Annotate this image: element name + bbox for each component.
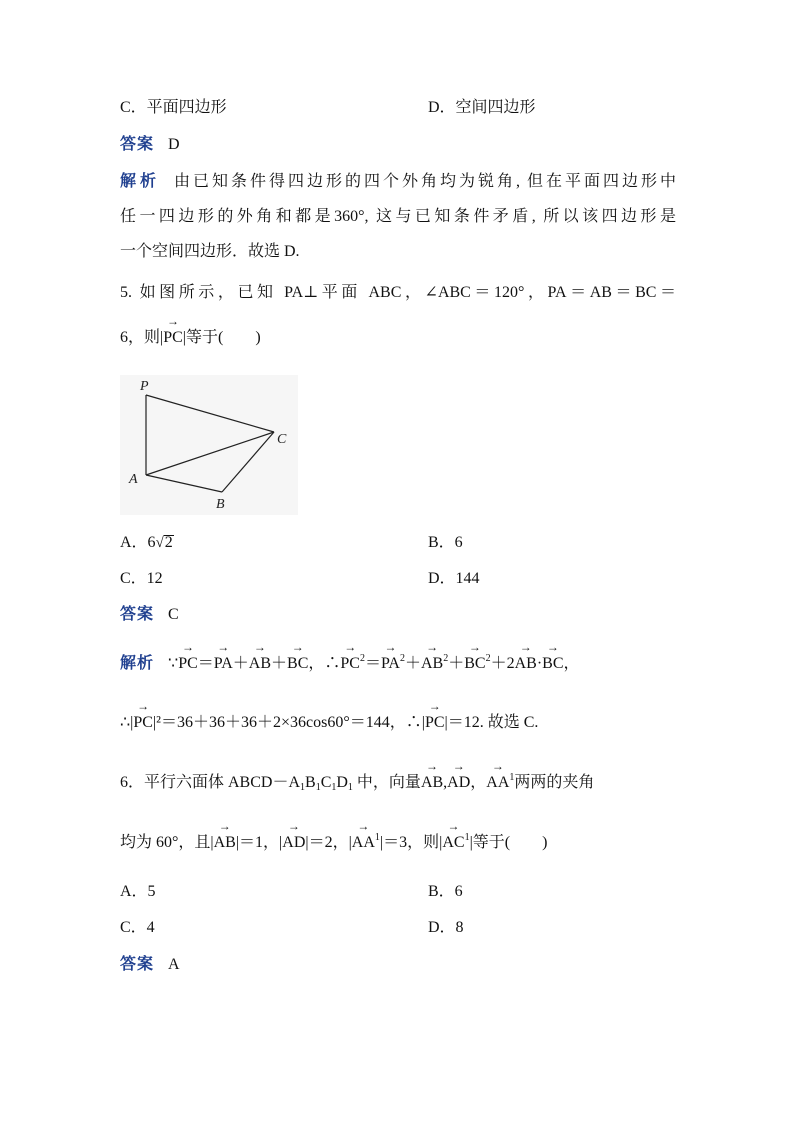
q4-analysis-line-3: 一个空间四边形．故选 D. <box>120 243 300 260</box>
q5-stem-line-1: 5. 如图所示，已知 PA⊥平面 ABC，∠ABC＝120°，PA＝AB＝BC＝ <box>120 284 676 301</box>
analysis-mid: |²＝36＋36＋36＋2×36cos60°＝144，∴| <box>152 714 425 731</box>
q4-option-d: D．空间四边形 <box>428 99 536 116</box>
answer-label: 答案 <box>120 956 155 973</box>
q4-answer <box>120 135 180 155</box>
analysis-suffix: |＝12. 故选 C. <box>444 714 539 731</box>
answer-value: D <box>168 136 180 153</box>
geometry-figure <box>120 375 298 515</box>
vector-pc: → PC <box>425 713 445 733</box>
answer-label: 答案 <box>120 136 155 153</box>
analysis-label: 解析 <box>120 173 160 190</box>
q5-analysis-line-2 <box>120 713 538 733</box>
q5-option-d: D．144 <box>428 570 480 587</box>
vector-pc: → PC <box>133 713 153 733</box>
q6-option-c: C．4 <box>120 919 155 936</box>
label-p: P <box>140 379 149 394</box>
q5-option-c: C．12 <box>120 570 163 587</box>
q5-option-a: A．6√2 <box>120 534 173 551</box>
analysis-text: 由已知条件得四边形的四个外角均为锐角, 但在平面四边形中 <box>174 173 676 190</box>
q6-stem2-prefix: 均为 60°，且| <box>120 834 214 851</box>
q6-option-b: B．6 <box>428 883 463 900</box>
edge-pc <box>146 395 274 432</box>
q6-stem2-a: |＝1，| <box>235 834 283 851</box>
q5-answer <box>120 605 179 625</box>
label-b: B <box>216 497 225 512</box>
analysis-label: 解析 <box>120 655 155 672</box>
answer-label: 答案 <box>120 606 155 623</box>
q6-stem-line-1: 6．平行六面体 $ABCD-A_1B_1C_1D_1$ 中，向量→ AB,→ AD，→ $AA^1$两两的夹角 <box>120 773 594 793</box>
edge-ab <box>146 475 222 492</box>
q6-stem2-b: |＝2，| <box>305 834 352 851</box>
answer-value: A <box>168 956 180 973</box>
q6-option-d: D．8 <box>428 919 464 936</box>
answer-value: C <box>168 606 179 623</box>
q6-stem-prefix: 6．平行六面体 ABCD－A <box>120 774 301 791</box>
analysis-prefix: ∴| <box>120 714 134 731</box>
q6-stem-line-2: 均为 60°，且|→ AB|＝1，|→ AD|＝2，|→ $AA^1|=3$，则|→ $AC^1|$等于( ) <box>120 833 547 853</box>
q6-stem-tail: 中，向量 <box>356 774 421 791</box>
q4-analysis-line-1 <box>120 172 676 192</box>
sqrt-radicand: 2 <box>164 534 173 551</box>
q5-stem-line-2 <box>120 328 261 348</box>
q6-stem-end: 两两的夹角 <box>514 774 595 791</box>
label-a: A <box>129 472 138 487</box>
q6-option-a: A．5 <box>120 883 156 900</box>
q6-stem2-c: |＝3，则| <box>379 834 443 851</box>
label-c: C <box>277 432 287 447</box>
q4-analysis-line-2: 任一四边形的外角和都是360°, 这与已知条件矛盾, 所以该四边形是 <box>120 208 676 225</box>
q4-option-c: C．平面四边形 <box>120 99 227 116</box>
vector-pc: → PC <box>163 328 183 348</box>
q5-analysis-line-1: 解析 ∵→ PC＝→ PA＋→ AB＋→ BC，∴→ $PC^2=\to PA^2+\to AB^2+\to BC^2+2\to AB\cdot\to$ BC， <box>120 654 580 674</box>
q5-option-b: B．6 <box>428 534 463 551</box>
q5-stem-prefix: 6，则| <box>120 329 164 346</box>
option-a-text: A．6 <box>120 534 156 551</box>
q6-answer <box>120 955 180 975</box>
q6-stem2-end: |等于( ) <box>469 834 548 851</box>
q5-stem-suffix: |等于( ) <box>182 329 261 346</box>
